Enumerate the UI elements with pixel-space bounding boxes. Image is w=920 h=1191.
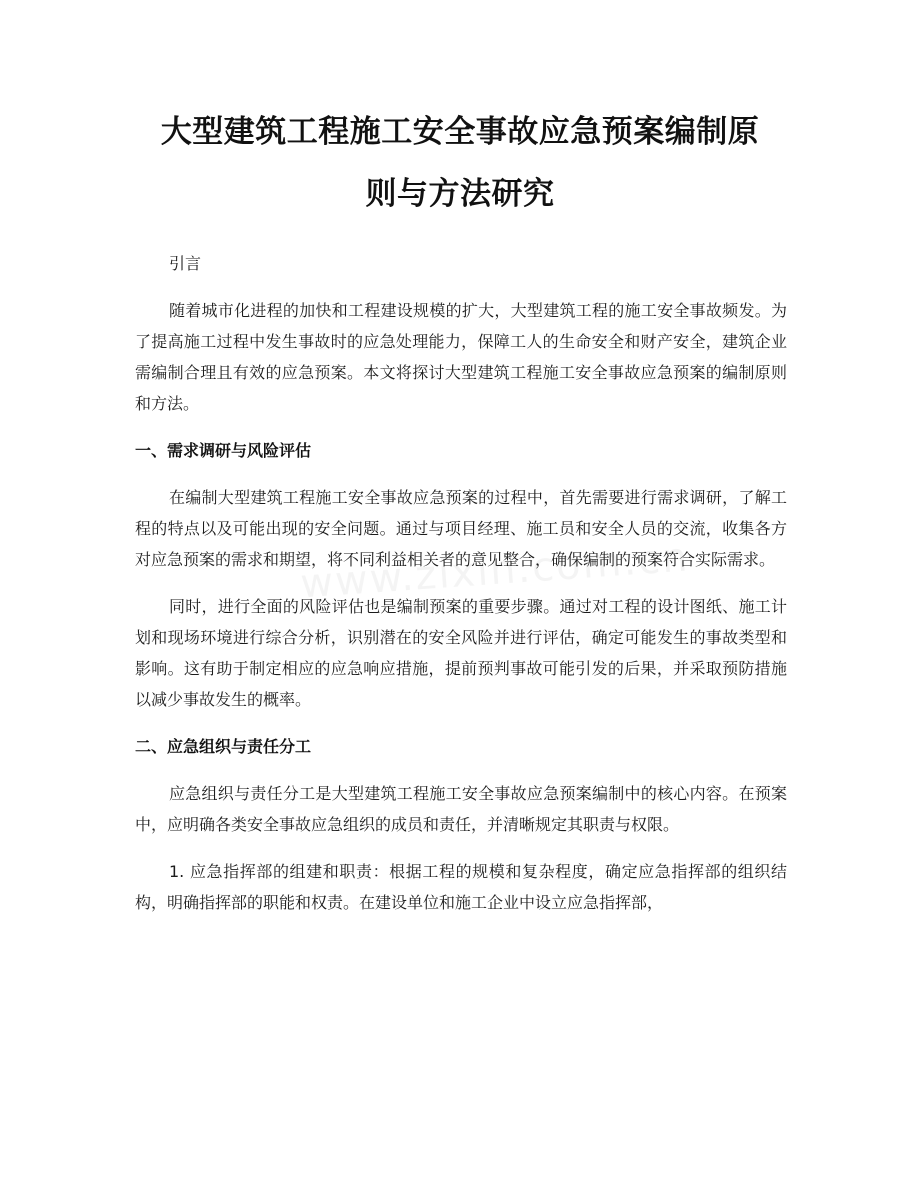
section-2-paragraph-2: 1. 应急指挥部的组建和职责：根据工程的规模和复杂程度，确定应急指挥部的组织结构，明确指挥部的职能和权责。在建设单位和施工企业中设立应急指挥部，: [135, 862, 787, 912]
document-body: [135, 248, 787, 934]
section-1-paragraph-2: 同时，进行全面的风险评估也是编制预案的重要步骤。通过对工程的设计图纸、施工计划和现场环境进行综合分析，识别潜在的安全风险并进行评估，确定可能发生的事故类型和影响。这有助于制定相应的应急响应措施，提前预判事故可能引发的后果，并采取预防措施以减少事故发生的概率。: [135, 597, 787, 709]
section-2-heading: 二、应急组织与责任分工: [135, 737, 312, 756]
intro-paragraph: 随着城市化进程的加快和工程建设规模的扩大，大型建筑工程的施工安全事故频发。为了提高施工过程中发生事故时的应急处理能力，保障工人的生命安全和财产安全，建筑企业需编制合理且有效的应急预案。本文将探讨大型建筑工程施工安全事故应急预案的编制原则和方法。: [135, 301, 787, 413]
section-1-heading: 一、需求调研与风险评估: [135, 441, 312, 460]
section-1-paragraph-1: 在编制大型建筑工程施工安全事故应急预案的过程中，首先需要进行需求调研，了解工程的特点以及可能出现的安全问题。通过与项目经理、施工员和安全人员的交流，收集各方对应急预案的需求和期望，将不同利益相关者的意见整合，确保编制的预案符合实际需求。: [135, 488, 787, 569]
section-2-paragraph-1: 应急组织与责任分工是大型建筑工程施工安全事故应急预案编制中的核心内容。在预案中，应明确各类安全事故应急组织的成员和责任，并清晰规定其职责与权限。: [135, 784, 787, 834]
intro-label: 引言: [169, 254, 202, 273]
document-title-line-1: 大型建筑工程施工安全事故应急预案编制原: [160, 114, 760, 150]
document-title-line-2: 则与方法研究: [365, 176, 555, 212]
